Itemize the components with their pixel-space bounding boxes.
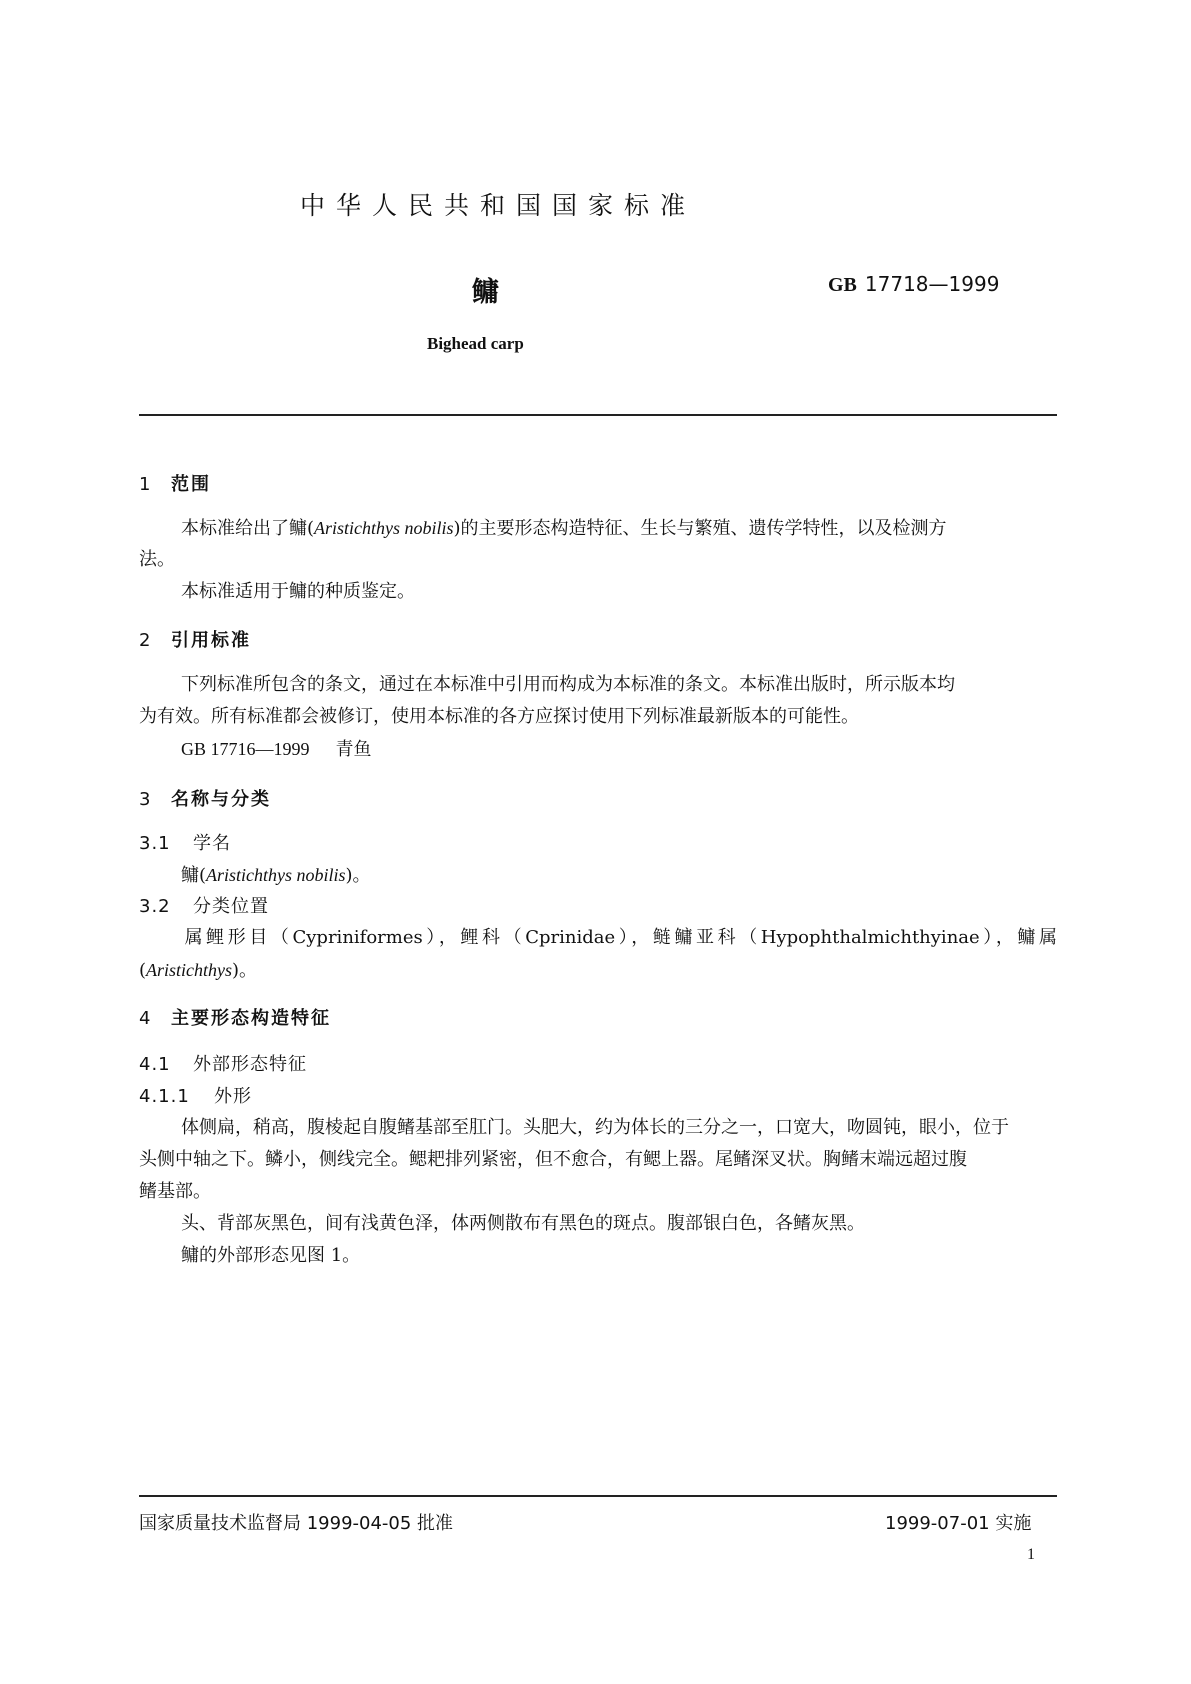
subsection-4-1-1-heading [139,1082,252,1108]
document-code-number: 17718—1999 [864,272,1000,296]
subsection-title: 外形 [214,1086,252,1107]
subsection-number: 4.1.1 [139,1086,190,1107]
header-divider [139,414,1057,416]
genus-name: Aristichthys [146,960,233,980]
referenced-standard [181,733,372,766]
footer-divider [139,1495,1057,1497]
standard-title: 中华人民共和国国家标准 [300,191,697,220]
subsection-4-1-heading [139,1050,307,1076]
document-code-prefix: GB [828,274,857,296]
classification-line-1: 属鲤形目（Cypriniformes），鲤科（Cprinidae），鲢鳙亚科（Hypophthalmichthyinae），鳙属 [181,927,1057,948]
scientific-name-line: 鳙(Aristichthys nobilis)。 [181,865,371,886]
section-number: 4 [139,1008,151,1029]
section-1-paragraph-2: 本标准适用于鳙的种质鉴定。 [181,581,415,602]
section-number: 3 [139,789,151,810]
referenced-standard-name: 青鱼 [335,739,372,760]
section-number: 2 [139,630,151,651]
subsection-number: 3.1 [139,833,171,854]
effective-date: 1999-07-01 实施 [885,1513,1032,1534]
scientific-name: Aristichthys nobilis [206,865,346,885]
page-number: 1 [1027,1546,1035,1563]
shape-paragraph-line-1: 体侧扁，稍高，腹棱起自腹鳍基部至肛门。头肥大，约为体长的三分之一，口宽大，吻圆钝，眼小，位于 [181,1117,1009,1138]
section-title: 名称与分类 [171,789,271,810]
subsection-3-1-heading [139,829,231,855]
section-title: 引用标准 [171,630,251,651]
shape-paragraph-line-3: 鳍基部。 [139,1181,211,1202]
subsection-title: 外部形态特征 [193,1054,307,1075]
subsection-title: 学名 [193,833,231,854]
classification-line-2: (Aristichthys)。 [139,960,258,981]
section-2-paragraph-1-line-2: 为有效。所有标准都会被修订，使用本标准的各方应探讨使用下列标准最新版本的可能性。 [139,706,859,727]
section-1-paragraph-1-cont: 法。 [139,549,175,570]
scientific-name: Aristichthys nobilis [314,518,454,538]
section-4-heading [139,1004,331,1030]
section-number: 1 [139,474,151,495]
section-title: 范围 [171,474,211,495]
referenced-standard-code: GB 17716—1999 [181,739,310,759]
subsection-number: 4.1 [139,1054,171,1075]
shape-paragraph-line-2: 头侧中轴之下。鳞小，侧线完全。鳃耙排列紧密，但不愈合，有鳃上器。尾鳍深叉状。胸鳍末端远超过腹 [139,1149,967,1170]
section-1-paragraph-1: 本标准给出了鳙(Aristichthys nobilis)的主要形态构造特征、生长与繁殖、遗传学特性，以及检测方 [181,518,947,539]
color-paragraph: 头、背部灰黑色，间有浅黄色泽，体两侧散布有黑色的斑点。腹部银白色，各鳍灰黑。 [181,1213,865,1234]
subsection-3-2-heading [139,892,269,918]
section-2-heading [139,626,251,652]
figure-reference-paragraph: 鳙的外部形态见图 1。 [181,1245,361,1266]
issuing-authority: 国家质量技术监督局 1999-04-05 批准 [139,1513,454,1534]
subsection-title: 分类位置 [193,896,269,917]
section-1-heading [139,470,211,496]
document-title-english: Bighead carp [427,334,524,353]
subsection-number: 3.2 [139,896,171,917]
section-2-paragraph-1-line-1: 下列标准所包含的条文，通过在本标准中引用而构成为本标准的条文。本标准出版时，所示版本均 [181,674,955,695]
document-title: 鳙 [472,277,499,308]
document-code [828,272,999,297]
section-title: 主要形态构造特征 [171,1008,331,1029]
section-3-heading [139,785,271,811]
